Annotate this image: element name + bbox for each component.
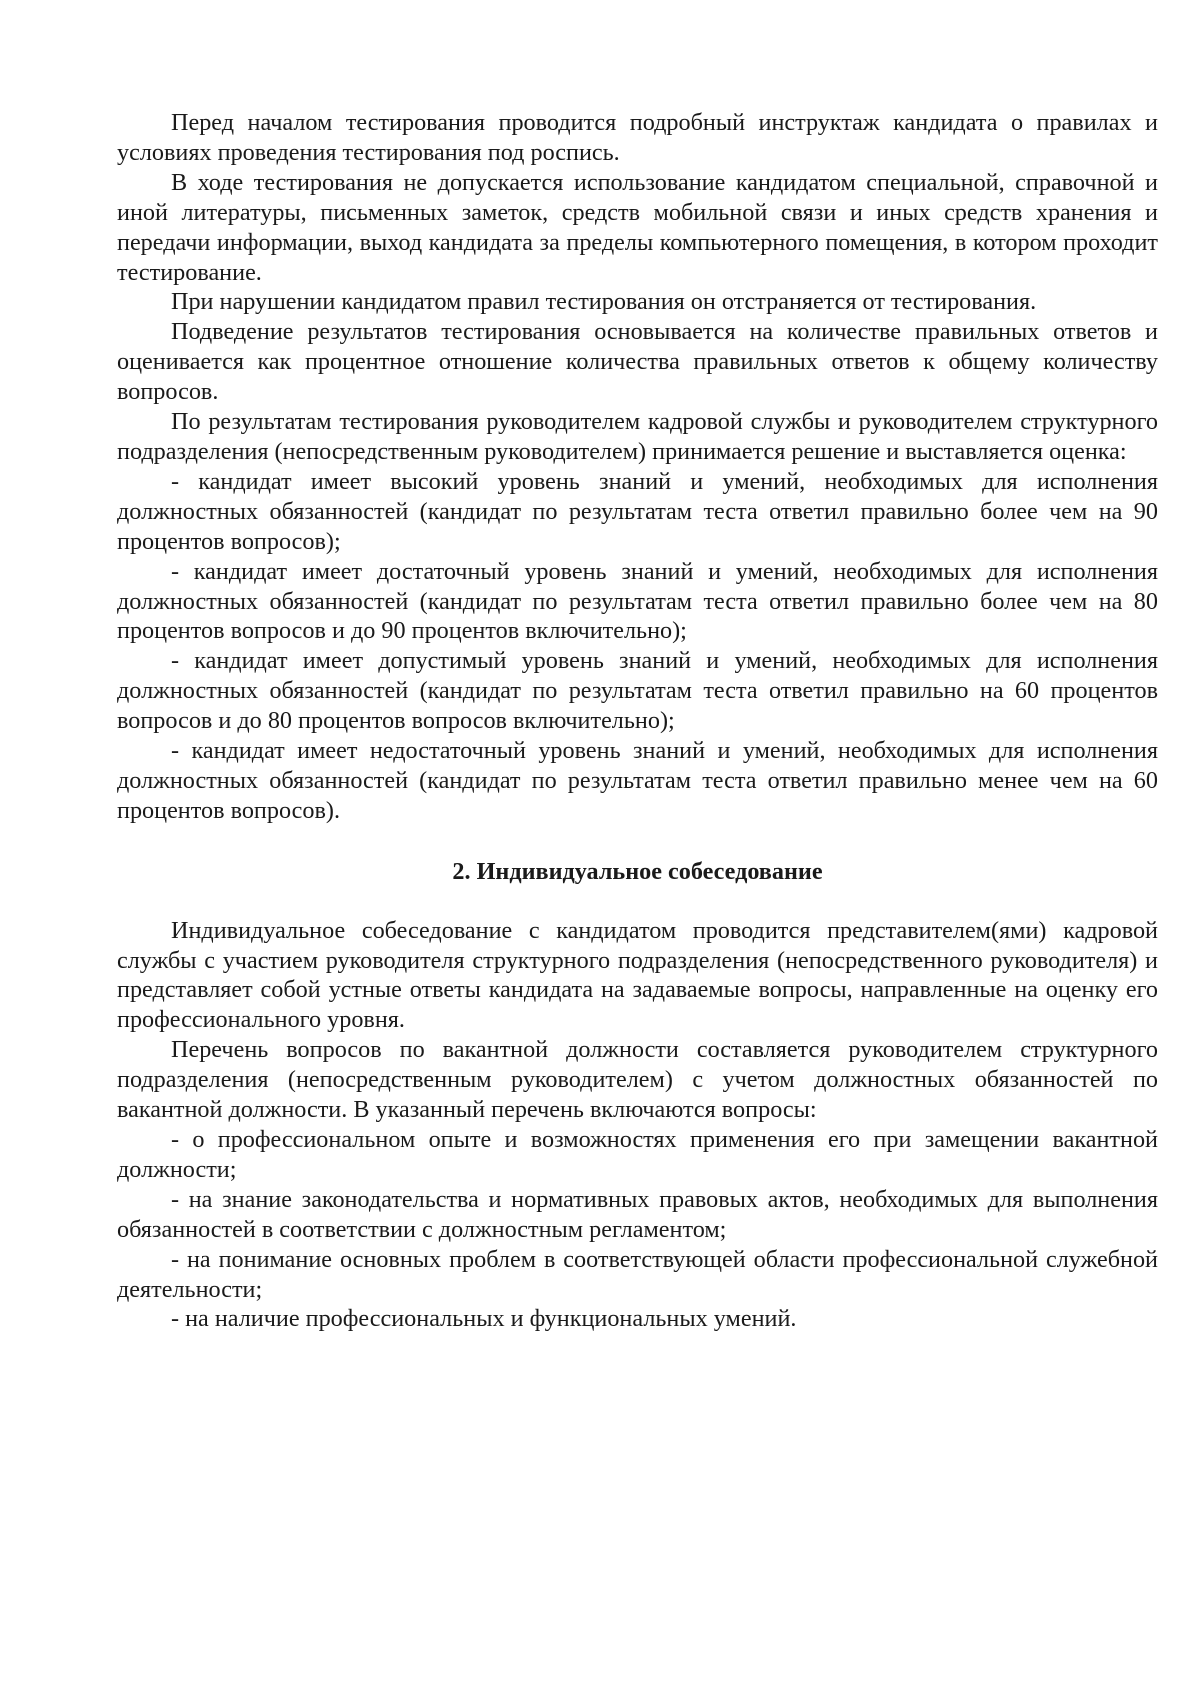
paragraph-results-basis: Подведение результатов тестирования основывается на количестве правильных ответов и оценивается как процентное отношение количества правильных ответов к общему количеству вопросов. [117, 318, 1158, 406]
paragraph-question-list: Перечень вопросов по вакантной должности составляется руководителем структурного подразделения (непосредственным руководителем) с учетом должностных обязанностей по вакантной должности. В указанный перечень включаются вопросы: [117, 1036, 1158, 1124]
list-item-question-experience: - о профессиональном опыте и возможностях применения его при замещении вакантной должности; [117, 1126, 1158, 1183]
list-item-grade-insufficient: - кандидат имеет недостаточный уровень знаний и умений, необходимых для исполнения должностных обязанностей (кандидат по результатам теста ответил правильно менее чем на 60 процентов вопросов). [117, 737, 1158, 824]
paragraph-decision: По результатам тестирования руководителем кадровой службы и руководителем структурного подразделения (непосредственным руководителем) принимается решение и выставляется оценка: [117, 408, 1158, 465]
paragraph-prohibitions: В ходе тестирования не допускается использование кандидатом специальной, справочной и иной литературы, письменных заметок, средств мобильной связи и иных средств хранения и передачи информации, выход кандидата за пределы компьютерного помещения, в котором проходит тестирование. [117, 168, 1158, 286]
paragraph-briefing: Перед началом тестирования проводится подробный инструктаж кандидата о правилах и условиях проведения тестирования под роспись. [117, 109, 1158, 166]
list-item-question-skills: - на наличие профессиональных и функциональных умений. [171, 1305, 797, 1333]
paragraph-interview-description: Индивидуальное собеседование с кандидатом проводится представителем(ями) кадровой службы с участием руководителя структурного подразделения (непосредственного руководителя) и представляет собой устные ответы кандидата на задаваемые вопросы, направленные на оценку его профессионального уровня. [117, 916, 1158, 1034]
list-item-grade-high: - кандидат имеет высокий уровень знаний и умений, необходимых для исполнения должностных обязанностей (кандидат по результатам теста ответил правильно более чем на 90 процентов вопросов); [117, 467, 1158, 555]
list-item-grade-acceptable: - кандидат имеет допустимый уровень знаний и умений, необходимых для исполнения должностных обязанностей (кандидат по результатам теста ответил правильно на 60 процентов вопросов и до 80 процентов вопросов включительно); [117, 647, 1158, 735]
list-item-grade-sufficient: - кандидат имеет достаточный уровень знаний и умений, необходимых для исполнения должностных обязанностей (кандидат по результатам теста ответил правильно более чем на 80 процентов вопросов и до 90 процентов включительно); [117, 557, 1158, 645]
section-heading-interview: 2. Индивидуальное собеседование [452, 857, 823, 885]
paragraph-violation: При нарушении кандидатом правил тестирования он отстраняется от тестирования. [171, 288, 1037, 316]
list-item-question-problems: - на понимание основных проблем в соответствующей области профессиональной служебной деятельности; [117, 1245, 1158, 1303]
list-item-question-legislation: - на знание законодательства и нормативных правовых актов, необходимых для выполнения обязанностей в соответствии с должностным регламентом; [117, 1185, 1158, 1243]
document-page [117, 108, 1158, 1334]
